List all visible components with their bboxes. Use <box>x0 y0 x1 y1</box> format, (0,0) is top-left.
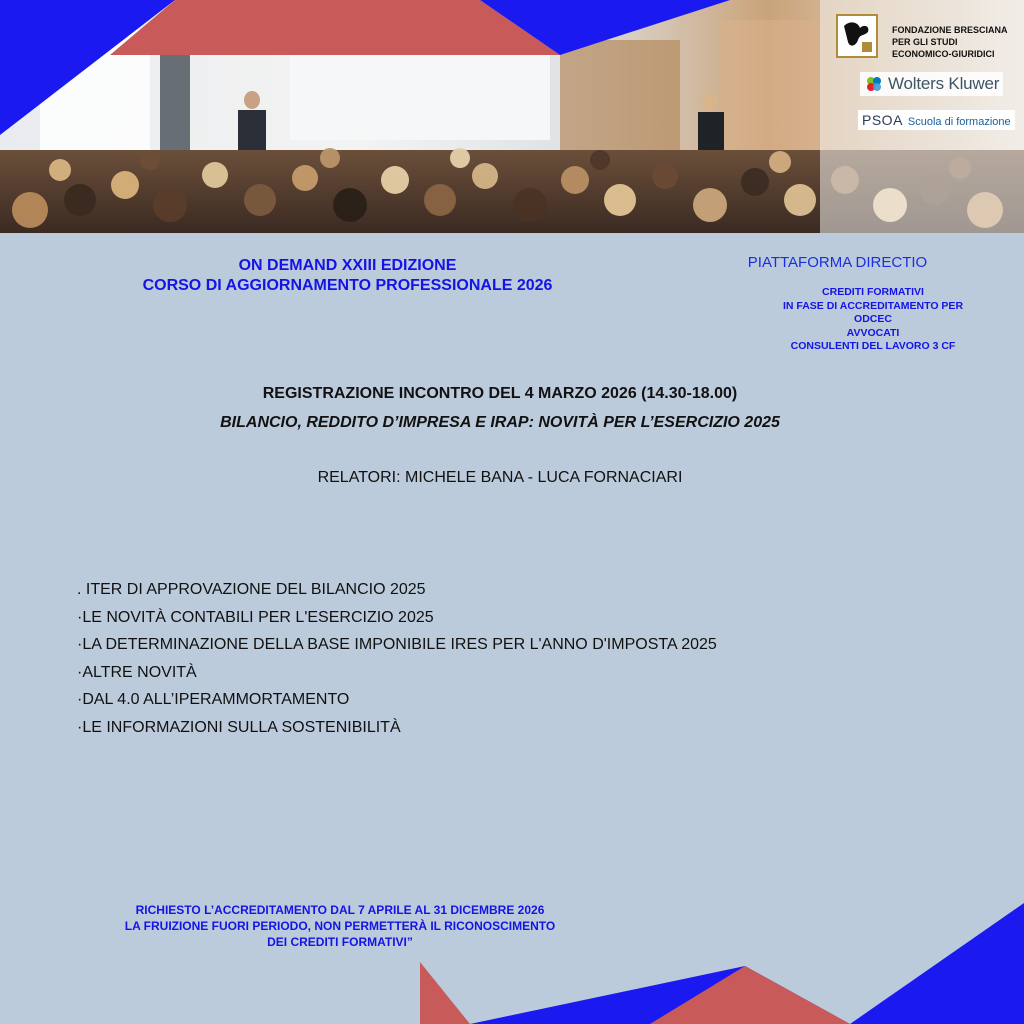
red-triangle-bottom <box>650 966 850 1024</box>
fondazione-name: FONDAZIONE BRESCIANA PER GLI STUDI ECONOMICO-GIURIDICI <box>892 25 1008 59</box>
fondazione-bresciana-logo <box>836 10 1024 60</box>
wolters-kluwer-icon <box>864 74 884 94</box>
agenda-item: ·LE INFORMAZIONI SULLA SOSTENIBILITÀ <box>77 718 401 736</box>
psoa-brand: PSOA <box>862 112 903 128</box>
partner-logos <box>828 0 1024 140</box>
agenda-item: ·ALTRE NOVITÀ <box>77 663 197 681</box>
blue-triangle-bottom-right <box>850 903 1024 1024</box>
agenda-list <box>77 576 717 741</box>
course-title-line1: ON DEMAND XXIII EDIZIONE <box>238 257 457 274</box>
platform-label: PIATTAFORMA DIRECTIO <box>747 254 928 271</box>
psoa-subtitle: Scuola di formazione <box>907 116 1011 128</box>
credits-line: CREDITI FORMATIVI <box>822 286 924 298</box>
red-triangle-bottom-left <box>420 962 470 1024</box>
credits-line: AVVOCATI <box>846 326 900 339</box>
credits-line: CONSULENTI DEL LAVORO 3 CF <box>790 340 956 352</box>
psoa-logo <box>858 110 1015 130</box>
agenda-item: . ITER DI APPROVAZIONE DEL BILANCIO 2025 <box>77 581 426 598</box>
speakers-line: RELATORI: MICHELE BANA - LUCA FORNACIARI <box>317 469 683 486</box>
event-topic: BILANCIO, REDDITO D’IMPRESA E IRAP: NOVITÀ PER L’ESERCIZIO 2025 <box>220 414 780 431</box>
accreditation-line1: RICHIESTO L’ACCREDITAMENTO DAL 7 APRILE AL 31 DICEMBRE 2026 <box>135 903 545 917</box>
credits-line: ODCEC <box>854 313 892 325</box>
registration-heading: REGISTRAZIONE INCONTRO DEL 4 MARZO 2026 (14.30-18.00) <box>262 385 738 402</box>
course-title-line2: CORSO DI AGGIORNAMENTO PROFESSIONALE 2026 <box>142 277 553 294</box>
blue-band-bottom <box>470 966 850 1024</box>
course-title <box>60 256 635 296</box>
accreditation-note <box>60 902 620 950</box>
wolters-kluwer-logo <box>860 72 1003 96</box>
agenda-item: ·LE NOVITÀ CONTABILI PER L'ESERCIZIO 2025 <box>77 608 434 626</box>
wolters-kluwer-name: Wolters Kluwer <box>888 74 1000 93</box>
agenda-item: ·DAL 4.0 ALL’IPERAMMORTAMENTO <box>77 691 350 708</box>
accreditation-line2: LA FRUIZIONE FUORI PERIODO, NON PERMETTERÀ IL RICONOSCIMENTO <box>124 919 556 933</box>
fondazione-emblem-icon <box>836 14 878 58</box>
accreditation-line3: DEI CREDITI FORMATIVI” <box>267 935 413 949</box>
credits-info <box>760 286 986 354</box>
agenda-item: ·LA DETERMINAZIONE DELLA BASE IMPONIBILE IRES PER L'ANNO D'IMPOSTA 2025 <box>77 636 717 653</box>
credits-line: IN FASE DI ACCREDITAMENTO PER <box>782 299 964 312</box>
